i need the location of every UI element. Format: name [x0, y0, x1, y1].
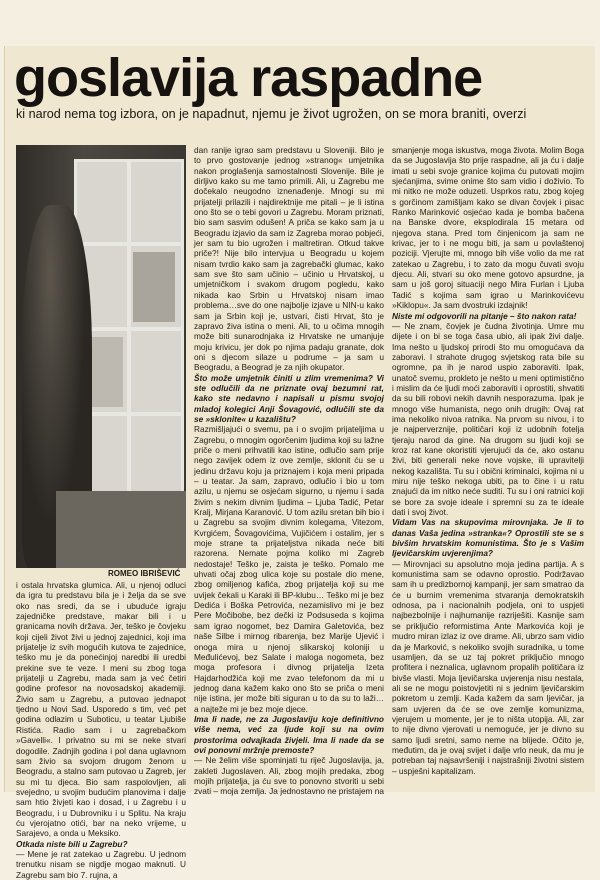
- headline: goslavija raspadne: [14, 48, 483, 108]
- article-paragraph: — Mirovnjaci su apsolutno moja jedina partija. A s komunistima sam se odavno oprostio. Podržavao sam ih u predizbornoj kampanji, jer sam smatrao da će u burnim vremenima stvaranja demokratskih odnosa, pa i nacionalnih podjela, oni to uspjeti najbezbolnije i najhumanije razriješiti. Kasnije sam se priključio reformistima Ante Markovića koji je mudro miran izlaz iz ove drame. Ali, ubrzo sam vidio da je Marković, s nekoliko svojih suradnika, u tome usamljen, da se uz taj pokret priključio mnogo profitera i neznalica, uglavnom propalih političara iz bivše vlasti. Moja ljevičarska uvjerenja nisu nestala, ali se ne mogu poistovjetiti ni s jednim ljevičarskim pokretom u zemlji. Kada kažem da sam ljevičar, ja sam uvjeren da će se ove zemlje komunizma, vjerujem u momente, jer je to ništa utopija. Ali, zar to nije divno vjerovati u nemoguće, jer je divno su samo ljudi sretni, samo neme na blijede. Očito je, međutim, da je ovaj svijet i dalje vrlo neuk, da mu je potreban taj najsavršeniji i najstrašniji životni sistem – uspješni kapitalizam.: [392, 558, 584, 776]
- interview-question: Otkada niste bili u Zagrebu?: [16, 838, 128, 849]
- portrait-photo: [16, 145, 186, 568]
- article-paragraph: Razmišljajući o svemu, pa i o svojim prijateljima u Zagrebu, o mnogim ogorčenim ljudima koji su lažne priče o meni prihvatili kao istine, odlučio sam prije nego zavijek odem iz ove zemlje, sklonit ću se u jedinu državu koju ja priznajem i koja meni pripada – u teatar. Ja sam, zapravo, odlučio i bio u tom azilu, u njemu se osjećam sigurno, u njemu i sada živim s nekim divnim ljudima – Ljuba Tadić, Petar Kralj, Mirjana Karanović. U tom azilu sretan bih bio i u Zagrebu sa svojim divnim kolegama, Vitezom, Kvrgićem, Šovagovićima, Vujičićem i ostalim, jer s moje strane ta prijateljstva nikada neće biti razorena. Nemate pojma koliko mi Zagreb nedostaje! Teško je, zaista je teško. Pomalo me uhvati očaj zbog ulica koje su postale dio mene, zbog omiljenog kafića, zbog prijatelja koji su me uvijek čekali u Karaki ili BP-klubu… Teško mi je bez Dedića i Boška Petrovića, nezamislivo mi je bez Pere Močibobe, bez dečki iz Podsuseda s kojima sam igrao nogomet, bez Damira Galetovića, bez naše Silbe i mirnog ribarenja, bez Marije Ujević i onoga mira u njenoj slikarskoj koloniji u Međulićevoj, bez Salate i maloga nogometa, bez moga profesora i divnog prijatelja Izeta Hajdarhodžića koji me zvao telefonom da mi u jednog dana kažem kako ono što se priča o meni nije istina, jer može biti siguran u to da su to laži… a najteže mi je bez moje djece.: [194, 424, 384, 714]
- article-paragraph: — Mene je rat zatekao u Zagrebu. U jednom trenutku nisam se nigdje mogao maknuti. U Zagrebu sam bio 7. rujna, a: [16, 848, 186, 880]
- article-paragraph: smanjenje moga iskustva, moga života. Molim Boga da se Jugoslavija što prije raspadne, ali ja ću i dalje imati u sebi svoje granice kojima ću putovati mojim sjećanjima, svime onime što sam vidio i doživio. To mi nitko ne može oduzeti. Usprkos ratu, zbog kojeg s gorčinom zamišljam kako se divan čovjek i pisac Ranko Marinković osjećao kada je bomba bačena na Banske dvore, eksplodirala 15 metara od njegova stana. Pred tom činjenicom ja sam ne krivac, jer to i ne mogu biti, ja sam u povlaštenoj poziciji. Vjerujte mi, mnogo bih više volio da me rat zatekao u Zagrebu, i to zato da mogu čuvati svoju djecu. Ali, stvari su oko mene gotovo apsurdne, ja sam u još goroj situaciji nego Mira Furlan i Ljuba Tadić s kojima sam igrao u Marinkovićevu »Kiklopu«. Ja sam dvostruki izdajnik!: [392, 145, 584, 311]
- article-paragraph: — Ne znam, čovjek je čudna životinja. Umre mu dijete i on bi se toga časa ubio, ali ipak živi dalje. Ima nešto u ljudskoj prirodi što mu omogućava da zaboravi. I strahote drugog svjetskog rata bile su ogromne, pa ih je narod uspio zaboraviti. Ipak, unatoč svemu, prokleto je nešto u meni optimistično i mislim da će ljudi moći zaboraviti i oprostiti, shvatiti da su bili robovi nekih davnih nesporazuma. Ipak je mnogo više humanista, nego onih drugih: Ovaj rat ima nekoliko nivoa ratnika. Na prvom su nivou, i to je najperverznije, političari koji iz udobnih fotelja tjeraju narod da gine. Na drugom su ljudi koji se kroz rat kane okoristiti vjerujući da će, ako ostanu živi, biti generali neke nove vojske, ili upravitelji nekog kazališta. Tu su i obični kriminalci, kojima ni u miru nije teško nekoga ubiti, pa to čine i u ratu znajući da im nitko neće suditi. Tu su i oni ratnici koji se bore za svoje ideale i spremni su za te ideale dati i svoj život.: [392, 320, 584, 518]
- photo-caption: ROMEO IBRIŠEVIĆ: [108, 569, 181, 578]
- subheadline: ki narod nema tog izbora, on je napadnut, njemu je život ugrožen, on se mora braniti, overzi: [16, 107, 527, 121]
- interview-question: Vidam Vas na skupovima mirovnjaka. Je li to danas Vaša jedina »stranka«? Oprostili ste se s bivšim hrvatskim komunistima. Što je s Vašim ljevičarskim uvjerenjima?: [392, 517, 584, 559]
- article-column-2: [194, 145, 385, 797]
- article-paragraph: i ostala hrvatska glumica. Ali, u njenoj odluci da igra tu predstavu bila je i želja da se sve oko nas sredi, da se i ubuduće igraju zajedničke predstave, makar bili i u granicama novih država. Jer, teško je čovjeku koji cijeli život živi u jednoj zajednici, koji ima prijatelje iz svih mogućih kutova te zajednice, teško mu je da ponećinjoj naredbi ili uredbi prekine sve te veze. I meni su zbog toga prijatelji u Zagrebu, mada sam ja već četiri godine profesor na novosadskoj akademiji. Živio sam u Zagrebu, a putovao jednapot tjedno u Novi Sad. Usporedo s tim, već pet godina odlazim u Suboticu, u teatar Ljubiše Ristića. Radio sam i u zagrebačkom »Gavelli«. I privatno su mi se neke stvari dogodile. Zadnjih godina i pol dana uglavnom sam živio sa svojom drugom ženom u Beogradu, a stalno sam putovao u Zagreb, jer su mi tu djeca. Bio sam raspolovljen, ali svejedno, u svojim budućim planovima i dalje sam htio živjeti kao i dosad, i u Zagrebu i u Beogradu, i u Dubrovniku i u Splitu. Na kraju ću vjerojatno otići, bar na neko vrijeme, u Sarajevo, a onda u Meksiko.: [16, 580, 186, 839]
- article-paragraph: dan ranije igrao sam predstavu u Sloveniji. Bilo je to prvo gostovanje jednog »stranog« umjetnika nakon proglašenja samostalnosti Slovenije. Bile je dirljivo kako su me tamo primili. Ali, u Zagrebu me dočekalo neugodno iznenađenje. Mnogi su mi prijatelji prilazili i najdirektnije me pitali – je li istina ono što se o tebi govori u Zagrebu. Moram priznati, bio sam sasvim odušen! A priča se kako sam ja u Beogradu izjavio da sam iz Zagreba morao pobjeći, jer sam tu bio ugrožen i maltretiran. Otkud takve priče?! Nije bilo intervjua u Beogradu u kojem nisam tvrdio kako sam ja zagrebački glumac, kako sam sve što sam učinio – učinio u Hrvatskoj, u umjetničkom i svakom drugom pogledu, kako nikada kao Srbin u Hrvatskoj nisam imao problema…sve do one najbolje izjave u NIN-u kako sam ja Srbin koji je, ustvari, čisti Hrvat, što je zapravo živa istina o meni. Ali, to u očima mnogih može biti sunarodnjaka iz Hrvatske ne umanjuje moju krivicu, jer dok po njima padaju granate, dok oni s djecom silaze u podrume – ja sam u Beogradu, a Beograd je za njih okupator.: [194, 145, 384, 373]
- interview-question: Ima li nade, ne za Jugoslaviju koje definitivno više nema, već za ljude koji su na ovim prostorima odvajkada živjeli. Ima li nade da se ovi ponovni mržnje premoste?: [194, 713, 384, 755]
- radiator: [56, 491, 186, 568]
- interview-question: Niste mi odgovorili na pitanje – što nakon rata!: [392, 310, 577, 321]
- article-column-1: [16, 580, 186, 880]
- article-paragraph: — Ne želim više spominjati tu riječ Jugoslavija, ja, zakleti Jugoslaven. Ali, zbog mojih predaka, zbog mojih prijatelja, ja ću sve to ponovno stvoriti u sebi zvati – moja zemlja. Ja jednostavno ne pristajem na: [194, 755, 385, 797]
- interview-question: Što može umjetnik činiti u zlim vremenima? Vi ste odlučili da ne priznate ovaj bezumni rat, kako ste nedavno i napisali u pismu svojoj mladoj kolegici Anji Šovagović, odlučili ste da se »sklonite« u kazalištu?: [194, 372, 384, 424]
- article-column-3: [392, 145, 584, 785]
